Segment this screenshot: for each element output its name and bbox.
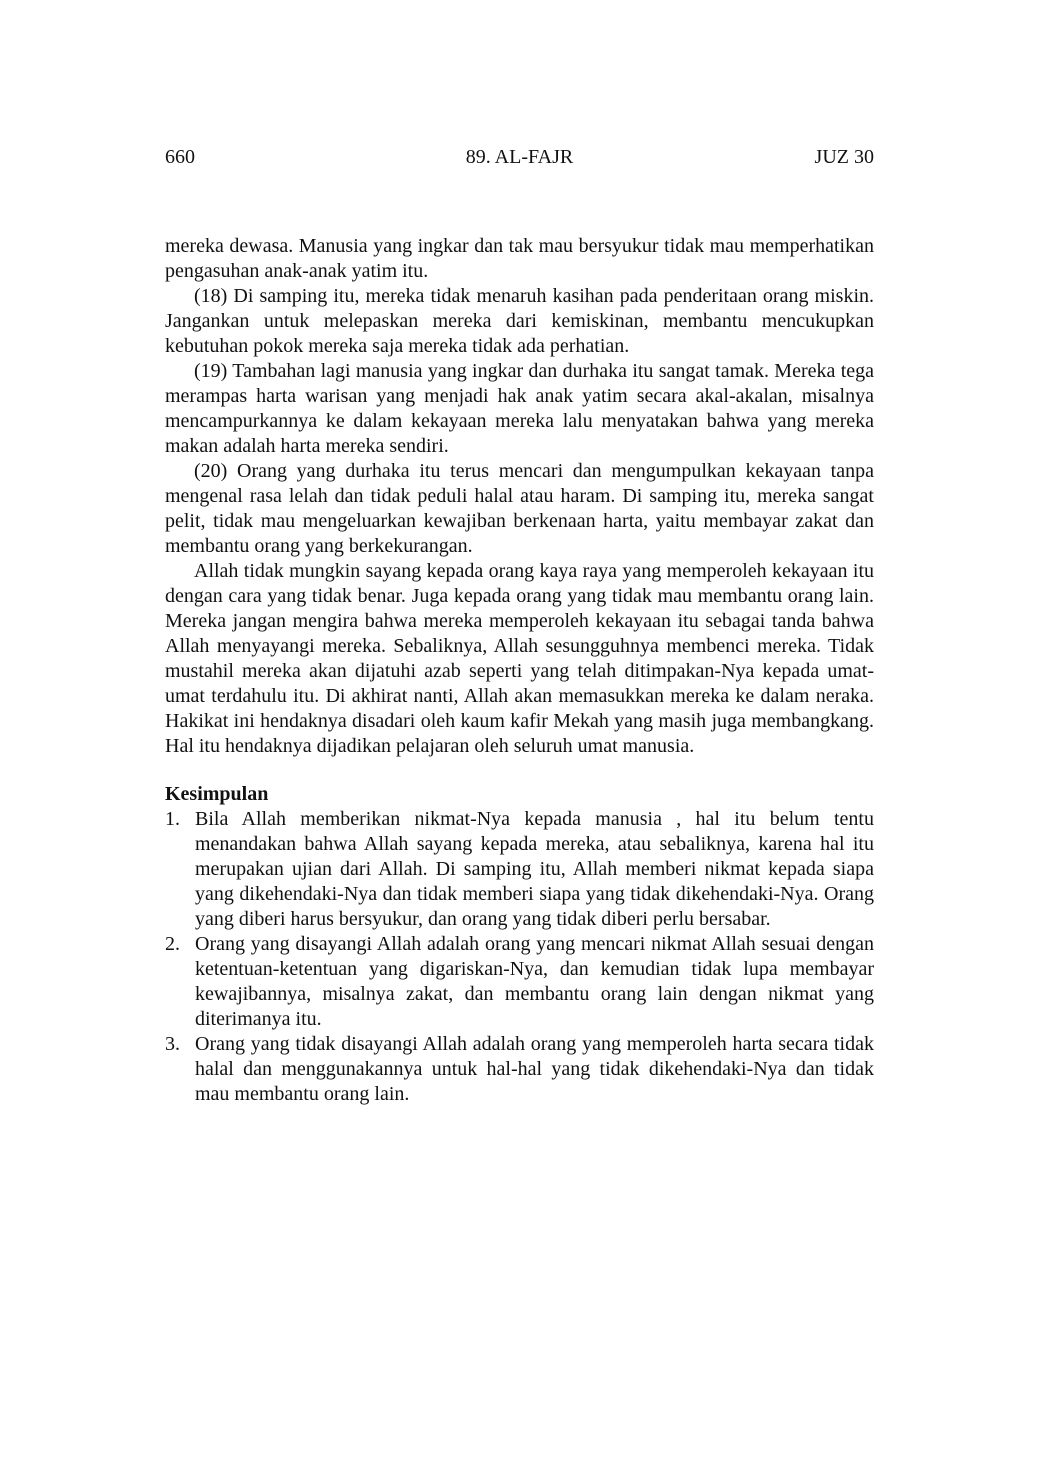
list-item-number: 1. bbox=[165, 808, 180, 830]
list-item bbox=[165, 932, 874, 1032]
page-content bbox=[165, 234, 874, 1107]
paragraph-verse-19: (19) Tambahan lagi manusia yang ingkar dan durhaka itu sangat tamak. Mereka tega merampas harta warisan yang menjadi hak anak yatim secara akal-akalan, misalnya mencampurkannya ke dalam kekayaan mereka lalu menyatakan bahwa yang mereka makan adalah harta mereka sendiri. bbox=[165, 360, 874, 457]
list-item bbox=[165, 807, 874, 932]
surah-title: 89. AL-FAJR bbox=[465, 146, 574, 168]
page-number: 660 bbox=[165, 146, 195, 168]
list-item bbox=[165, 1032, 874, 1107]
list-item-text: Bila Allah memberikan nikmat-Nya kepada manusia , hal itu belum tentu menandakan bahwa Allah sayang kepada mereka, atau sebaliknya, karena hal itu merupakan ujian dari Allah. Di samping itu, Allah memberi nikmat kepada siapa yang dikehendaki-Nya dan tidak memberi siapa yang tidak dikehendaki-Nya. Orang yang diberi harus bersyukur, dan orang yang tidak diberi perlu bersabar. bbox=[195, 808, 874, 930]
paragraph-continuation: mereka dewasa. Manusia yang ingkar dan tak mau bersyukur tidak mau memperhatikan pengasuhan anak-anak yatim itu. bbox=[165, 235, 874, 282]
conclusion-heading: Kesimpulan bbox=[165, 783, 269, 805]
list-item-number: 3. bbox=[165, 1033, 180, 1055]
juz-label: JUZ 30 bbox=[814, 146, 874, 168]
conclusion-list bbox=[165, 807, 874, 1107]
page-header bbox=[165, 146, 874, 172]
paragraph-verse-20: (20) Orang yang durhaka itu terus mencari dan mengumpulkan kekayaan tanpa mengenal rasa lelah dan tidak peduli halal atau haram. Di samping itu, mereka sangat pelit, tidak mau mengeluarkan kewajiban berkenaan harta, yaitu membayar zakat dan membantu orang yang berkekurangan. bbox=[165, 460, 874, 557]
paragraph-verse-18: (18) Di samping itu, mereka tidak menaruh kasihan pada penderitaan orang miskin. Jangankan untuk melepaskan mereka dari kemiskinan, membantu mencukupkan kebutuhan pokok mereka saja mereka tidak ada perhatian. bbox=[165, 285, 874, 357]
paragraph-summary: Allah tidak mungkin sayang kepada orang kaya raya yang memperoleh kekayaan itu dengan cara yang tidak benar. Juga kepada orang yang tidak mau membantu orang lain. Mereka jangan mengira bahwa mereka memperoleh kekayaan itu sebagai tanda bahwa Allah menyayangi mereka. Sebaliknya, Allah sesungguhnya membenci mereka. Tidak mustahil mereka akan dijatuhi azab seperti yang telah ditimpakan-Nya kepada umat-umat terdahulu itu. Di akhirat nanti, Allah akan memasukkan mereka ke dalam neraka. Hakikat ini hendaknya disadari oleh kaum kafir Mekah yang masih juga membangkang. Hal itu hendaknya dijadikan pelajaran oleh seluruh umat manusia. bbox=[165, 560, 874, 757]
list-item-number: 2. bbox=[165, 933, 180, 955]
list-item-text: Orang yang tidak disayangi Allah adalah orang yang memperoleh harta secara tidak halal dan menggunakannya untuk hal-hal yang tidak dikehendaki-Nya dan tidak mau membantu orang lain. bbox=[195, 1033, 874, 1105]
list-item-text: Orang yang disayangi Allah adalah orang yang mencari nikmat Allah sesuai dengan ketentuan-ketentuan yang digariskan-Nya, dan kemudian tidak lupa membayar kewajibannya, misalnya zakat, dan membantu orang lain dengan nikmat yang diterimanya itu. bbox=[195, 933, 874, 1030]
